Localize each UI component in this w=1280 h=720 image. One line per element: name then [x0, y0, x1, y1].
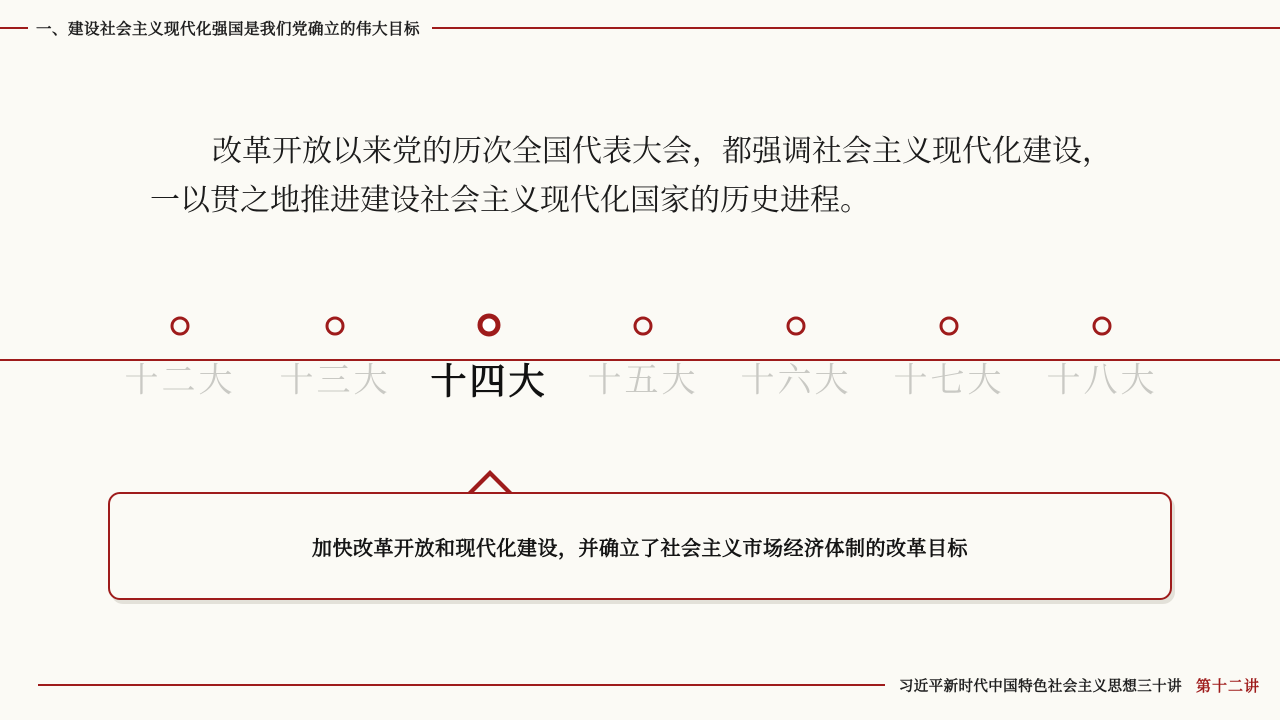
timeline-node-2[interactable] — [280, 317, 391, 402]
timeline-node-3-active[interactable] — [430, 314, 547, 405]
body-paragraph: 改革开放以来党的历次全国代表大会，都强调社会主义现代化建设，一以贯之地推进建设社会主义现代化国家的历史进程。 — [150, 134, 1112, 218]
footer-title: 习近平新时代中国特色社会主义思想三十讲 — [898, 678, 1182, 695]
footer-divider — [38, 684, 885, 686]
timeline-node-label: 十三大 — [279, 360, 391, 401]
timeline-dot-icon — [326, 317, 345, 336]
page-title: 一、建设社会主义现代化强国是我们党确立的伟大目标 — [36, 21, 421, 38]
timeline-node-label: 十八大 — [1046, 360, 1158, 401]
timeline-node-7[interactable] — [1047, 317, 1158, 402]
timeline-dot-icon — [787, 317, 806, 336]
callout-text: 加快改革开放和现代化建设，并确立了社会主义市场经济体制的改革目标 — [312, 535, 968, 560]
header-divider — [432, 27, 1280, 29]
timeline-node-label: 十七大 — [893, 360, 1005, 401]
timeline-node-label: 十六大 — [740, 360, 852, 401]
timeline-dot-icon — [940, 317, 959, 336]
timeline-dot-icon — [171, 317, 190, 336]
timeline-node-6[interactable] — [894, 317, 1005, 402]
timeline-node-5[interactable] — [741, 317, 852, 402]
timeline-dot-icon — [634, 317, 653, 336]
timeline-dot-icon — [1093, 317, 1112, 336]
footer-lecture-badge: 第十二讲 — [1195, 677, 1260, 695]
slide-header — [0, 16, 1280, 40]
timeline-node-label: 十五大 — [587, 360, 699, 401]
slide-footer — [0, 672, 1280, 698]
header-accent-bar — [0, 27, 28, 29]
timeline — [0, 359, 1280, 403]
timeline-node-label: 十二大 — [124, 360, 236, 401]
timeline-node-label: 十四大 — [430, 361, 548, 403]
timeline-dot-active-icon — [477, 314, 500, 337]
timeline-node-4[interactable] — [588, 317, 699, 402]
callout-box — [108, 492, 1172, 600]
timeline-node-1[interactable] — [125, 317, 236, 402]
